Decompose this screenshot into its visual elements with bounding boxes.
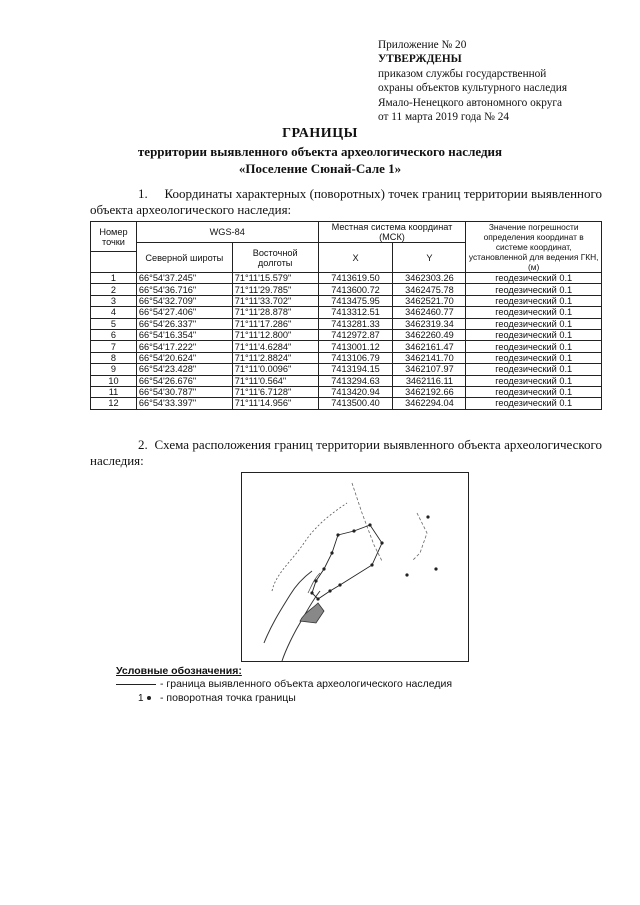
document-subtitle: территории выявленного объекта археологического наследия [137, 144, 503, 159]
boundary-scheme-map [241, 472, 469, 662]
approval-block [378, 38, 628, 124]
table-cell-lon: 71°11'2.8824" [232, 352, 318, 363]
section-1-text: 1. Координаты характерных (поворотных) точек границ территории выявленного объекта археологического наследия: [90, 186, 603, 217]
table-cell-y: 3462141.70 [393, 352, 466, 363]
table-cell-x: 7413312.51 [318, 307, 393, 318]
table-cell-lon: 71°11'0.564" [232, 375, 318, 386]
legend-point: 1 - поворотная точка границы [138, 692, 296, 704]
object-name: «Поселение Сюнай-Сале 1» [238, 161, 402, 176]
section-2-text: 2. Схема расположения границ территории выявленного объекта археологического наследия: [90, 437, 603, 468]
table-cell-n: 3 [91, 295, 137, 306]
table-cell-err: геодезический 0.1 [466, 284, 602, 295]
table-cell-lon: 71°11'17.286" [232, 318, 318, 329]
table-cell-y: 3462475.78 [393, 284, 466, 295]
table-cell-x: 7413194.15 [318, 364, 393, 375]
table-cell-y: 3462521.70 [393, 295, 466, 306]
table-cell-y: 3462161.47 [393, 341, 466, 352]
table-row [91, 307, 602, 318]
table-cell-lon: 71°11'0.0096" [232, 364, 318, 375]
table-cell-err: геодезический 0.1 [466, 295, 602, 306]
table-cell-err: геодезический 0.1 [466, 329, 602, 340]
table-cell-n: 9 [91, 364, 137, 375]
appendix-number: Приложение № 20 [378, 39, 467, 51]
table-cell-n: 12 [91, 398, 137, 409]
header-longitude: Восточной долготы [232, 243, 318, 273]
table-cell-err: геодезический 0.1 [466, 364, 602, 375]
header-accuracy: Значение погрешности определения координат в системе координат, установленной для ведения ГКН, (м) [466, 222, 602, 273]
approved-heading: УТВЕРЖДЕНЫ [378, 53, 462, 66]
table-cell-lat: 66°54'20.624" [136, 352, 232, 363]
table-row [91, 273, 602, 284]
table-cell-lon: 71°11'12.800" [232, 329, 318, 340]
table-cell-lat: 66°54'16.354" [136, 329, 232, 340]
table-cell-x: 7413001.12 [318, 341, 393, 352]
table-cell-lat: 66°54'27.406" [136, 307, 232, 318]
table-cell-n: 10 [91, 375, 137, 386]
table-cell-n: 2 [91, 284, 137, 295]
table-cell-lon: 71°11'33.702" [232, 295, 318, 306]
approval-date: от 11 марта 2019 года № 24 [378, 111, 510, 124]
table-row [91, 284, 602, 295]
table-cell-y: 3462303.26 [393, 273, 466, 284]
section-1-number: 1. [138, 186, 148, 201]
approval-line: охраны объектов культурного наследия [378, 82, 568, 95]
table-cell-lat: 66°54'17.222" [136, 341, 232, 352]
table-row [91, 386, 602, 397]
section-2-number: 2. [138, 437, 148, 452]
point-symbol: 1 [138, 692, 151, 705]
table-cell-n: 7 [91, 341, 137, 352]
header-msk: Местная система координат (МСК) [318, 222, 466, 243]
table-row [91, 398, 602, 409]
table-cell-x: 7413106.79 [318, 352, 393, 363]
table-row [91, 364, 602, 375]
map-legend [116, 665, 453, 706]
table-cell-lon: 71°11'29.785" [232, 284, 318, 295]
table-cell-lat: 66°54'37.245" [136, 273, 232, 284]
coordinates-table [90, 221, 602, 410]
boundary-polygon [312, 525, 382, 599]
header-point-number: Номер точки [91, 222, 137, 252]
table-cell-lon: 71°11'28.878" [232, 307, 318, 318]
table-cell-err: геодезический 0.1 [466, 386, 602, 397]
table-cell-y: 3462107.97 [393, 364, 466, 375]
table-cell-lon: 71°11'14.956" [232, 398, 318, 409]
table-cell-x: 7413500.40 [318, 398, 393, 409]
table-cell-err: геодезический 0.1 [466, 352, 602, 363]
table-cell-n: 8 [91, 352, 137, 363]
table-row [91, 318, 602, 329]
approval-line: приказом службы государственной [378, 67, 547, 80]
table-cell-x: 7412972.87 [318, 329, 393, 340]
table-cell-lat: 66°54'23.428" [136, 364, 232, 375]
header-wgs84: WGS-84 [136, 222, 318, 243]
approval-line: Ямало-Ненецкого автономного округа [378, 96, 563, 109]
table-row [91, 295, 602, 306]
table-cell-n: 1 [91, 273, 137, 284]
table-cell-lat: 66°54'26.676" [136, 375, 232, 386]
table-cell-lon: 71°11'15.579" [232, 273, 318, 284]
table-cell-err: геодезический 0.1 [466, 273, 602, 284]
scheme-drawing [242, 473, 468, 661]
table-cell-err: геодезический 0.1 [466, 341, 602, 352]
table-cell-y: 3462460.77 [393, 307, 466, 318]
table-cell-x: 7413619.50 [318, 273, 393, 284]
table-cell-lat: 66°54'36.716" [136, 284, 232, 295]
table-cell-x: 7413600.72 [318, 284, 393, 295]
table-cell-lat: 66°54'33.397" [136, 398, 232, 409]
table-cell-n: 5 [91, 318, 137, 329]
table-row [91, 352, 602, 363]
table-cell-y: 3462260.49 [393, 329, 466, 340]
table-cell-y: 3462294.04 [393, 398, 466, 409]
table-cell-err: геодезический 0.1 [466, 398, 602, 409]
header-x: X [318, 243, 393, 273]
table-cell-y: 3462116.11 [393, 375, 466, 386]
table-row [91, 375, 602, 386]
table-row [91, 329, 602, 340]
table-cell-err: геодезический 0.1 [466, 318, 602, 329]
table-cell-lon: 71°11'6.7128" [232, 386, 318, 397]
table-cell-err: геодезический 0.1 [466, 307, 602, 318]
table-cell-y: 3462319.34 [393, 318, 466, 329]
header-latitude: Северной широты [136, 243, 232, 273]
boundary-line-symbol [116, 684, 156, 685]
table-cell-x: 7413420.94 [318, 386, 393, 397]
table-cell-lon: 71°11'4.6284" [232, 341, 318, 352]
table-cell-x: 7413475.95 [318, 295, 393, 306]
table-cell-n: 4 [91, 307, 137, 318]
legend-title: Условные обозначения: [116, 665, 242, 677]
table-cell-lat: 66°54'32.709" [136, 295, 232, 306]
table-cell-x: 7413281.33 [318, 318, 393, 329]
table-cell-x: 7413294.63 [318, 375, 393, 386]
table-cell-err: геодезический 0.1 [466, 375, 602, 386]
table-cell-n: 11 [91, 386, 137, 397]
table-cell-lat: 66°54'26.337" [136, 318, 232, 329]
table-cell-y: 3462192.66 [393, 386, 466, 397]
table-cell-n: 6 [91, 329, 137, 340]
table-row [91, 341, 602, 352]
table-cell-lat: 66°54'30.787" [136, 386, 232, 397]
header-y: Y [393, 243, 466, 273]
legend-boundary: - граница выявленного объекта археологического наследия [116, 678, 242, 692]
document-title: ГРАНИЦЫ [282, 126, 358, 141]
